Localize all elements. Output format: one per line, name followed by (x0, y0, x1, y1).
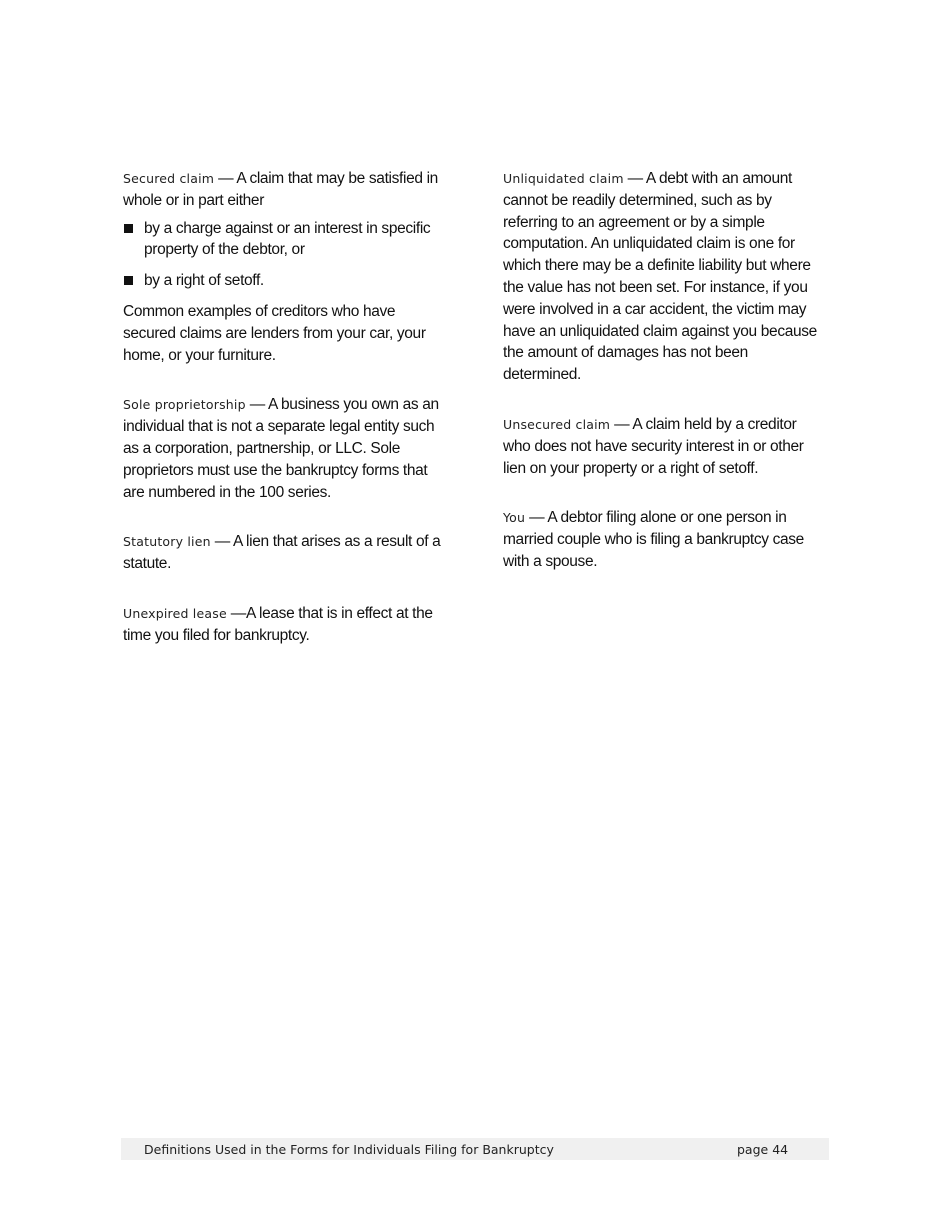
square-bullet-icon (124, 224, 133, 233)
left-column (123, 168, 441, 675)
sole-proprietorship-definition (123, 394, 441, 503)
term-unexpired-lease: Unexpired lease (123, 605, 227, 621)
footer-document-title: Definitions Used in the Forms for Individuals Filing for Bankruptcy (144, 1142, 554, 1157)
secured-claim-outro: Common examples of creditors who have secured claims are lenders from your car, your home, or your furniture. (123, 302, 426, 364)
unsecured-claim-definition (503, 414, 821, 479)
page-footer (121, 1138, 829, 1160)
secured-claim-bullet-list (123, 218, 441, 292)
entry-sole-proprietorship (123, 394, 441, 503)
term-sole-proprietorship: Sole proprietorship (123, 397, 246, 413)
entry-you (503, 507, 821, 572)
term-statutory-lien: Statutory lien (123, 534, 211, 550)
secured-claim-intro-text: — A claim that may be satisfied in whole or in part either (123, 170, 438, 209)
right-column (503, 168, 821, 601)
unexpired-lease-definition (123, 603, 441, 647)
entry-unliquidated-claim (503, 168, 821, 386)
you-text: — A debtor filing alone or one person in married couple who is filing a bankruptcy case with a spouse. (503, 509, 804, 570)
secured-claim-intro (123, 168, 441, 212)
term-you: You (503, 510, 526, 526)
bullet-item (123, 218, 441, 262)
unliquidated-claim-text: — A debt with an amount cannot be readily determined, such as by referring to an agreement or by a simple computation. An unliquidated claim is one for which there may be a definite liability but where the value has not been set. For instance, if you were involved in a car accident, the victim may have an unliquidated claim against you because the amount of damages has not been determined. (503, 170, 817, 384)
bullet-item (123, 270, 441, 292)
term-unsecured-claim: Unsecured claim (503, 416, 611, 432)
footer-page-number: page 44 (737, 1142, 789, 1157)
square-bullet-icon (124, 276, 133, 285)
statutory-lien-text: — A lien that arises as a result of a statute. (123, 533, 441, 573)
entry-secured-claim (123, 168, 441, 366)
unliquidated-claim-definition (503, 168, 821, 386)
bullet-text: by a charge against or an interest in specific property of the debtor, or (144, 219, 431, 259)
unexpired-lease-text: —A lease that is in effect at the time you filed for bankruptcy. (123, 604, 433, 644)
bullet-text: by a right of setoff. (144, 272, 264, 290)
term-unliquidated-claim: Unliquidated claim (503, 171, 624, 186)
unsecured-claim-text: — A claim held by a creditor who does not have security interest in or other lien on your property or a right of setoff. (503, 415, 804, 477)
entry-unexpired-lease (123, 603, 441, 647)
entry-unsecured-claim (503, 414, 821, 479)
term-secured-claim: Secured claim (123, 171, 215, 186)
entry-statutory-lien (123, 531, 441, 575)
you-definition (503, 507, 821, 572)
statutory-lien-definition (123, 531, 441, 575)
sole-proprietorship-text: — A business you own as an individual that is not a separate legal entity such as a corporation, partnership, or LLC. Sole proprietors must use the bankruptcy forms that are numbered in the 100 series. (123, 396, 439, 501)
